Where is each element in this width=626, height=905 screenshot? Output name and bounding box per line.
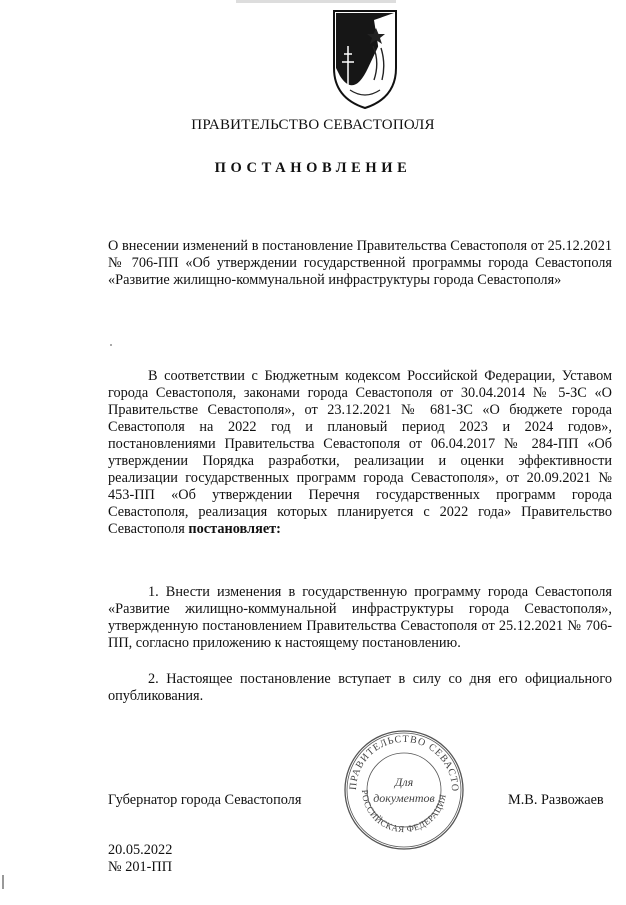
signatory-role: Губернатор города Севастополя <box>108 792 302 808</box>
government-name: ПРАВИТЕЛЬСТВО СЕВАСТОПОЛЯ <box>191 117 435 133</box>
preamble-text: В соответствии с Бюджетным кодексом Российской Федерации, Уставом города Севастополя, законами города Севастополя от 30.04.2014 № 5-ЗС «О Правительстве Севастополя», от 23.12.2021 № 681-ЗС «О бюджете города Севастополя на 2022 год и плановый период 2023 и 2024 годов», постановлениями Правительства Севастополя от 06.04.2017 № 284-ПП «Об утверждении Порядка разработки, реализации и оценки эффективности реализации государственных программ города Севастополя», от 20.09.2021 № 453-ПП «Об утверждении Перечня государственных программ города Севастополя, реализация которых планируется с 2022 года» Правительство Севастополя <box>108 368 612 537</box>
clause-2: 2. Настоящее постановление вступает в силу со дня его официального опубликования. <box>108 671 612 704</box>
signatory-name: М.В. Развожаев <box>508 792 604 808</box>
document-number: № 201-ПП <box>108 859 173 875</box>
scan-dot <box>110 344 112 346</box>
official-stamp <box>342 728 466 857</box>
stamp-bottom-text: РОССИЙСКАЯ ФЕДЕРАЦИЯ <box>359 789 448 835</box>
document-date: 20.05.2022 <box>108 842 173 858</box>
stamp-inner-line-1: Для <box>394 775 414 789</box>
document-title: ПОСТАНОВЛЕНИЕ <box>214 160 412 176</box>
stamp-outer-text: ПРАВИТЕЛЬСТВО СЕВАСТО <box>347 733 461 793</box>
stamp-inner-line-2: документов <box>373 791 435 805</box>
preamble-paragraph <box>108 368 612 538</box>
scan-mark <box>236 0 396 3</box>
document-subject: О внесении изменений в постановление Правительства Севастополя от 25.12.2021 № 706-ПП «Об утверждении государственной программы города Севастополя «Развитие жилищно-коммунальной инфраструктуры города Севастополя» <box>108 238 612 288</box>
clause-1: 1. Внести изменения в государственную программу города Севастополя «Развитие жилищно-коммунальной инфраструктуры города Севастополя», утвержденную постановлением Правительства Севастополя от 25.12.2021 № 706-ПП, согласно приложению к настоящему постановлению. <box>108 584 612 651</box>
scan-edge-mark <box>2 875 4 889</box>
decree-word: постановляет: <box>188 521 281 537</box>
coat-of-arms-emblem <box>328 6 402 117</box>
